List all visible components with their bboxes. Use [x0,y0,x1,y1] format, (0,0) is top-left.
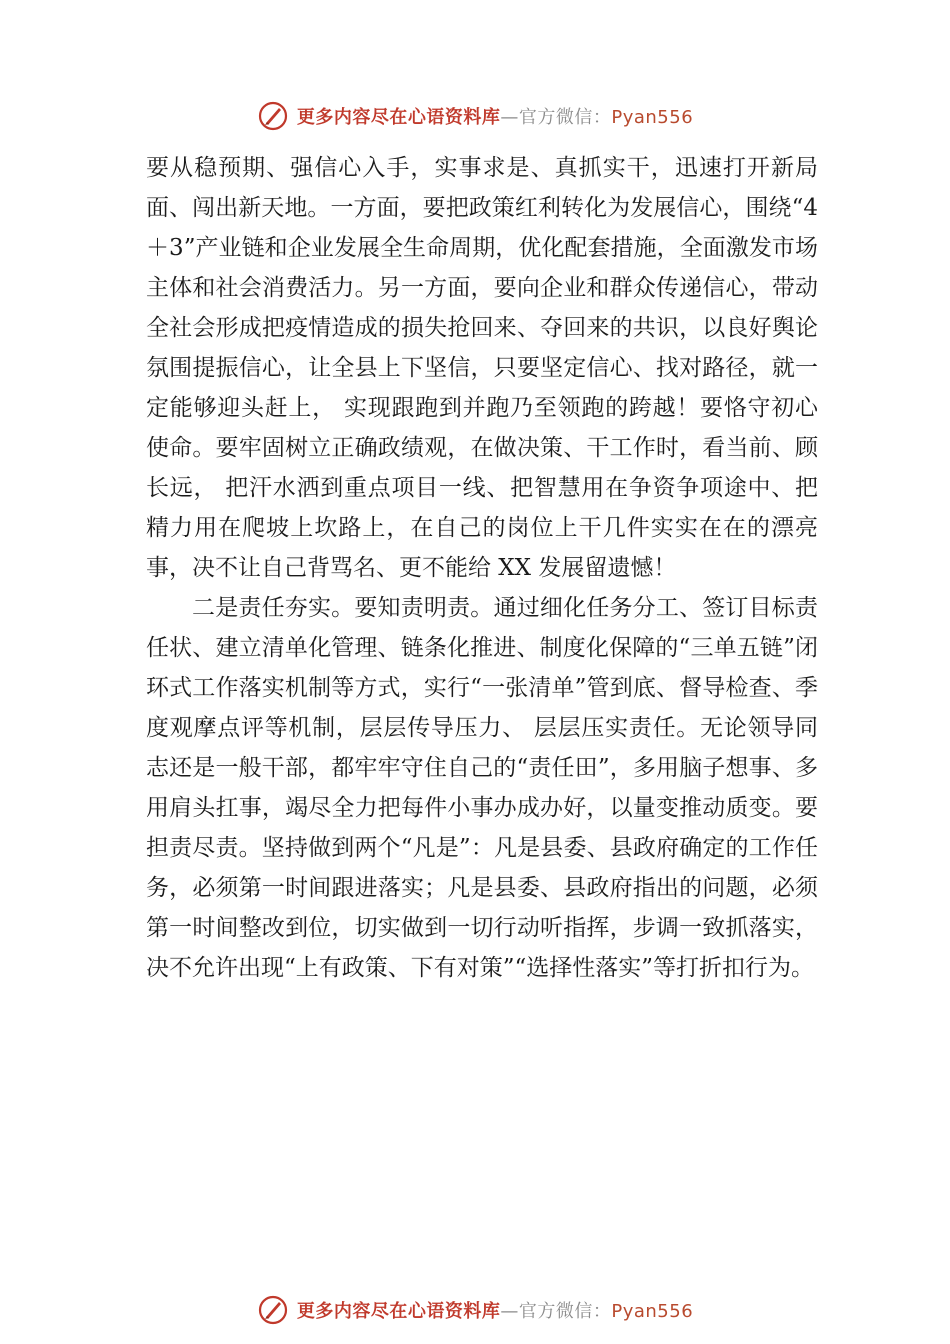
footer-watermark [0,1290,950,1330]
watermark-text: 更多内容尽在心语资料库—官方微信：Pyan556 [296,1301,694,1322]
document-body [146,148,818,988]
quill-logo-icon [257,100,289,132]
paragraph-1: 要从稳预期、强信心入手，实事求是、真抓实干，迅速打开新局面、闯出新天地。一方面，要把政策红利转化为发展信心，围绕“4＋3”产业链和企业发展全生命周期，优化配套措施，全面激发市场主体和社会消费活力。另一方面，要向企业和群众传递信心，带动全社会形成把疫情造成的损失抢回来、夺回来的共识，以良好舆论氛围提振信心，让全县上下坚信，只要坚定信心、找对路径，就一定能够迎头赶上， 实现跟跑到并跑乃至领跑的跨越！要恪守初心使命。要牢固树立正确政绩观，在做决策、干工作时，看当前、顾长远， 把汗水洒到重点项目一线、把智慧用在争资争项途中、把精力用在爬坡上坎路上，在自己的岗位上干几件实实在在的漂亮事，决不让自己背骂名、更不能给 XX 发展留遗憾！ [146,155,818,581]
paragraph-2: 二是责任夯实。要知责明责。通过细化任务分工、签订目标责任状、建立清单化管理、链条化推进、制度化保障的“三单五链”闭环式工作落实机制等方式，实行“一张清单”管到底、督导检查、季度观摩点评等机制，层层传导压力、 层层压实责任。无论领导同志还是一般干部，都牢牢守住自己的“责任田”，多用脑子想事、多用肩头扛事，竭尽全力把每件小事办成办好，以量变推动质变。要担责尽责。坚持做到两个“凡是”：凡是县委、县政府确定的工作任务，必须第一时间跟进落实；凡是县委、县政府指出的问题，必须第一时间整改到位，切实做到一切行动听指挥，步调一致抓落实， 决不允许出现“上有政策、下有对策”“选择性落实”等打折扣行为。 [146,595,818,981]
watermark-text: 更多内容尽在心语资料库—官方微信：Pyan556 [296,107,694,128]
header-watermark [0,96,950,136]
quill-logo-icon [257,1294,289,1326]
